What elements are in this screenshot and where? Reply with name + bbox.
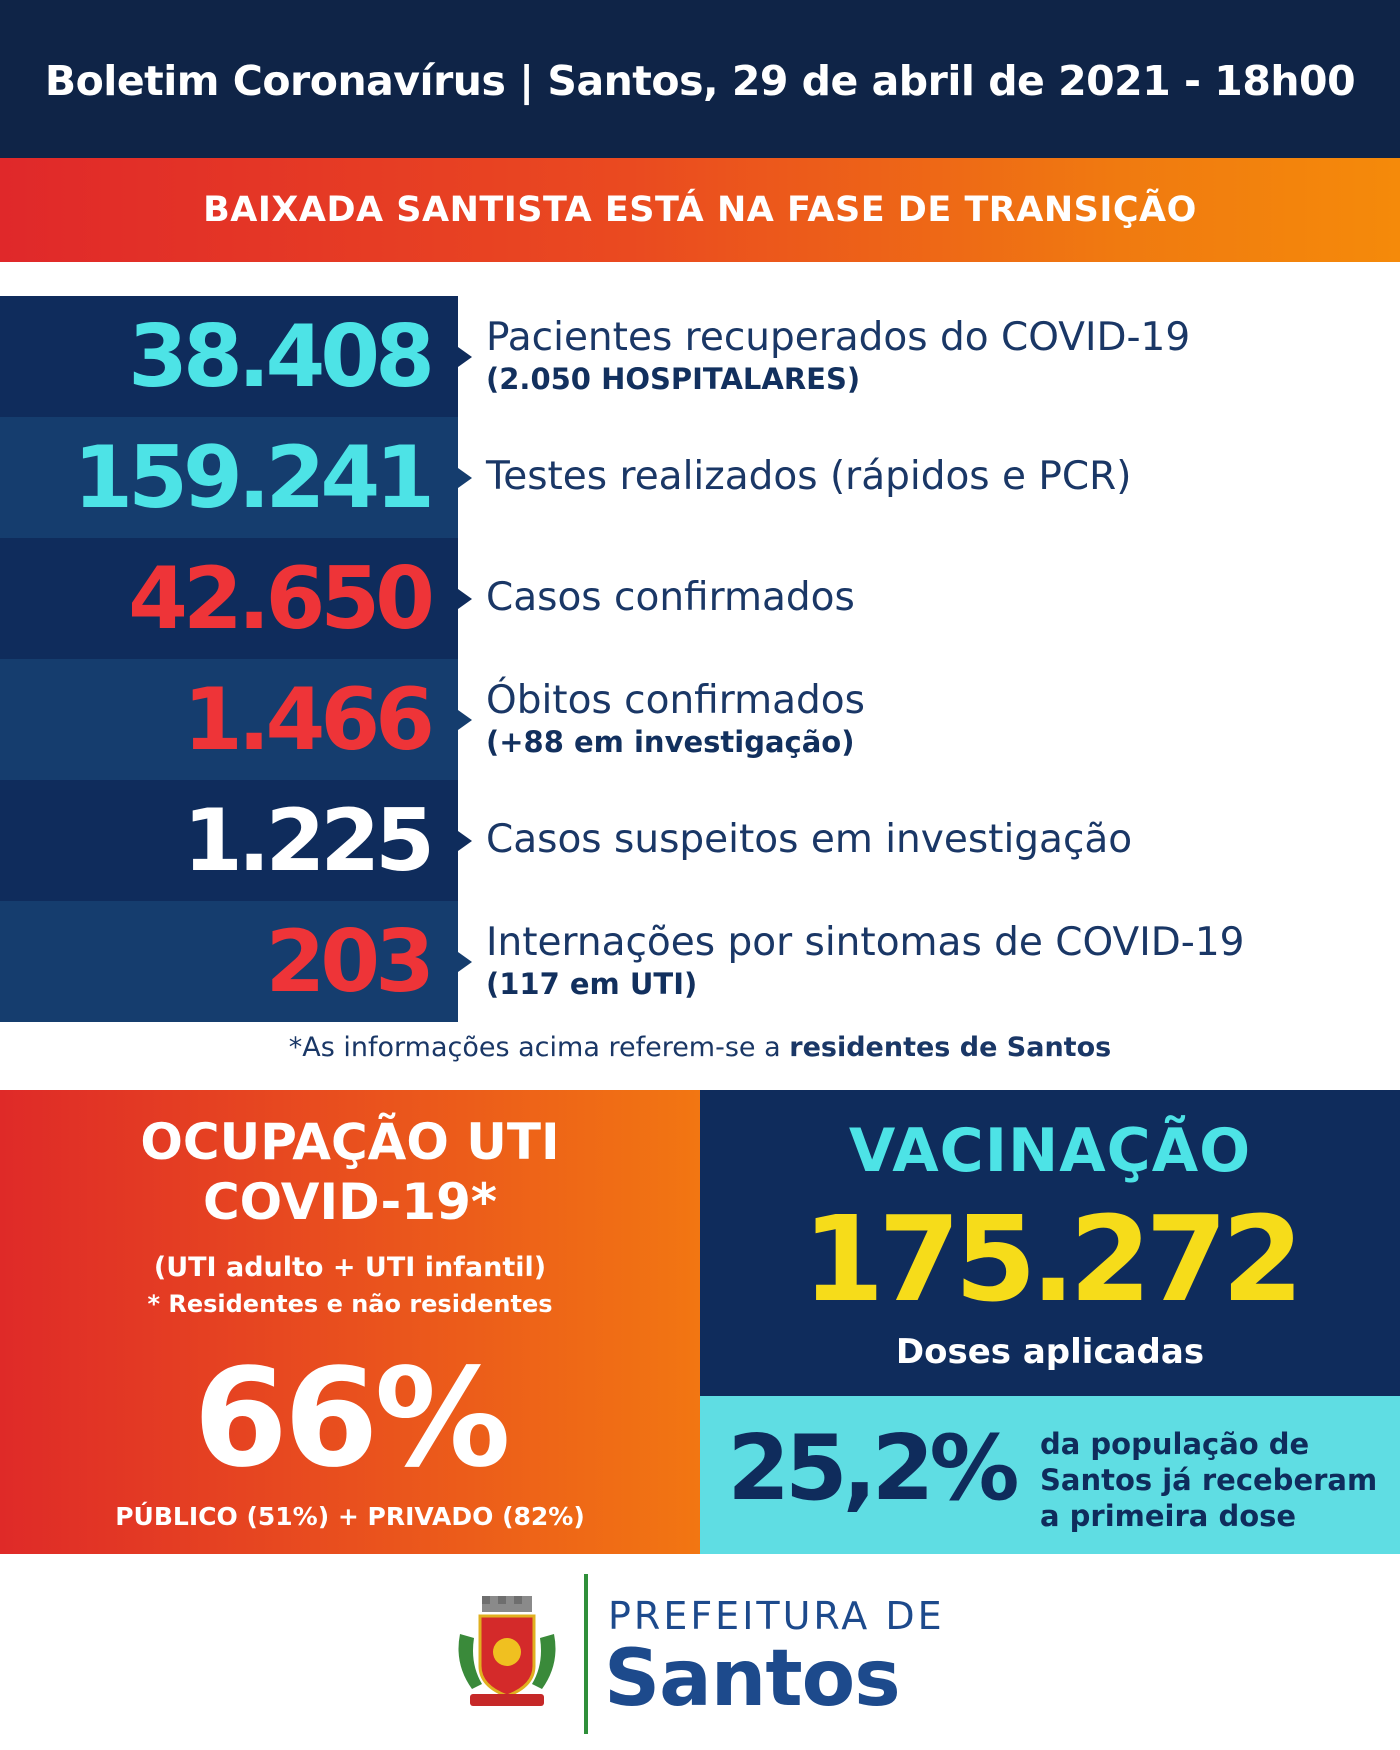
stat-label-suspected: Casos suspeitos em investigação	[486, 817, 1133, 863]
stat-value-confirmed: 42.650	[0, 538, 458, 659]
stat-row-suspected	[0, 780, 1400, 901]
coat-of-arms-icon	[452, 1594, 562, 1714]
arrow-icon	[458, 589, 472, 609]
icu-subtitle: (UTI adulto + UTI infantil)	[153, 1252, 547, 1283]
stat-row-confirmed	[0, 538, 1400, 659]
stat-row-recovered	[0, 296, 1400, 417]
arrow-icon	[458, 347, 472, 367]
population-panel	[700, 1396, 1400, 1554]
icu-occupancy-panel	[0, 1090, 700, 1554]
stat-value-tests: 159.241	[0, 417, 458, 538]
arrow-icon	[458, 468, 472, 488]
population-percent: 25,2%	[727, 1416, 1015, 1521]
brand-santos: Santos	[604, 1634, 900, 1724]
arrow-icon	[458, 952, 472, 972]
icu-title-line1: OCUPAÇÃO UTI	[140, 1113, 560, 1171]
icu-percent: 66%	[193, 1340, 507, 1498]
phase-banner-text: BAIXADA SANTISTA ESTÁ NA FASE DE TRANSIÇÃO	[203, 190, 1197, 230]
header-bar	[0, 0, 1400, 158]
stat-label-tests: Testes realizados (rápidos e PCR)	[486, 454, 1132, 500]
phase-banner	[0, 158, 1400, 262]
icu-title-line2: COVID-19*	[202, 1173, 498, 1231]
vaccination-title: VACINAÇÃO	[848, 1116, 1252, 1186]
population-text	[1040, 1426, 1396, 1534]
bulletin-title: Boletim Coronavírus | Santos, 29 de abril de 2021 - 18h00	[44, 57, 1356, 105]
stat-sub-recovered: (2.050 HOSPITALARES)	[486, 361, 861, 396]
stat-label-hospitalized: Internações por sintomas de COVID-19	[486, 919, 1245, 965]
stat-row-hospitalized	[0, 901, 1400, 1022]
stat-label-recovered: Pacientes recuperados do COVID-19	[486, 314, 1191, 360]
residents-note-prefix: *As informações acima referem-se a	[288, 1032, 790, 1063]
stat-label-confirmed: Casos confirmados	[486, 575, 855, 621]
icu-title	[0, 1112, 700, 1232]
footer-brand	[0, 1554, 1400, 1750]
stat-value-suspected: 1.225	[0, 780, 458, 901]
residents-note-bold: residentes de Santos	[789, 1032, 1112, 1063]
residents-note	[0, 1032, 1400, 1063]
vaccination-doses-label: Doses aplicadas	[895, 1332, 1205, 1372]
arrow-icon	[458, 831, 472, 851]
stat-value-recovered: 38.408	[0, 296, 458, 417]
stat-label-deaths: Óbitos confirmados	[486, 677, 865, 723]
icu-breakdown: PÚBLICO (51%) + PRIVADO (82%)	[115, 1502, 585, 1531]
stat-row-tests	[0, 417, 1400, 538]
icu-residents-note: * Residentes e não residentes	[147, 1290, 553, 1318]
vaccination-panel	[700, 1090, 1400, 1396]
stats-panel	[0, 296, 1400, 1020]
brand-prefeitura: PREFEITURA DE	[608, 1594, 945, 1638]
population-text-line1: da população de	[1040, 1427, 1310, 1461]
vaccination-doses: 175.272	[802, 1190, 1298, 1328]
stat-row-deaths	[0, 659, 1400, 780]
stat-sub-deaths: (+88 em investigação)	[486, 724, 855, 759]
population-text-line3: a primeira dose	[1040, 1499, 1297, 1533]
arrow-icon	[458, 710, 472, 730]
brand-divider	[584, 1574, 588, 1734]
population-text-line2: Santos já receberam	[1040, 1463, 1378, 1497]
stat-value-hospitalized: 203	[0, 901, 458, 1022]
stat-sub-hospitalized: (117 em UTI)	[486, 966, 698, 1001]
stat-value-deaths: 1.466	[0, 659, 458, 780]
